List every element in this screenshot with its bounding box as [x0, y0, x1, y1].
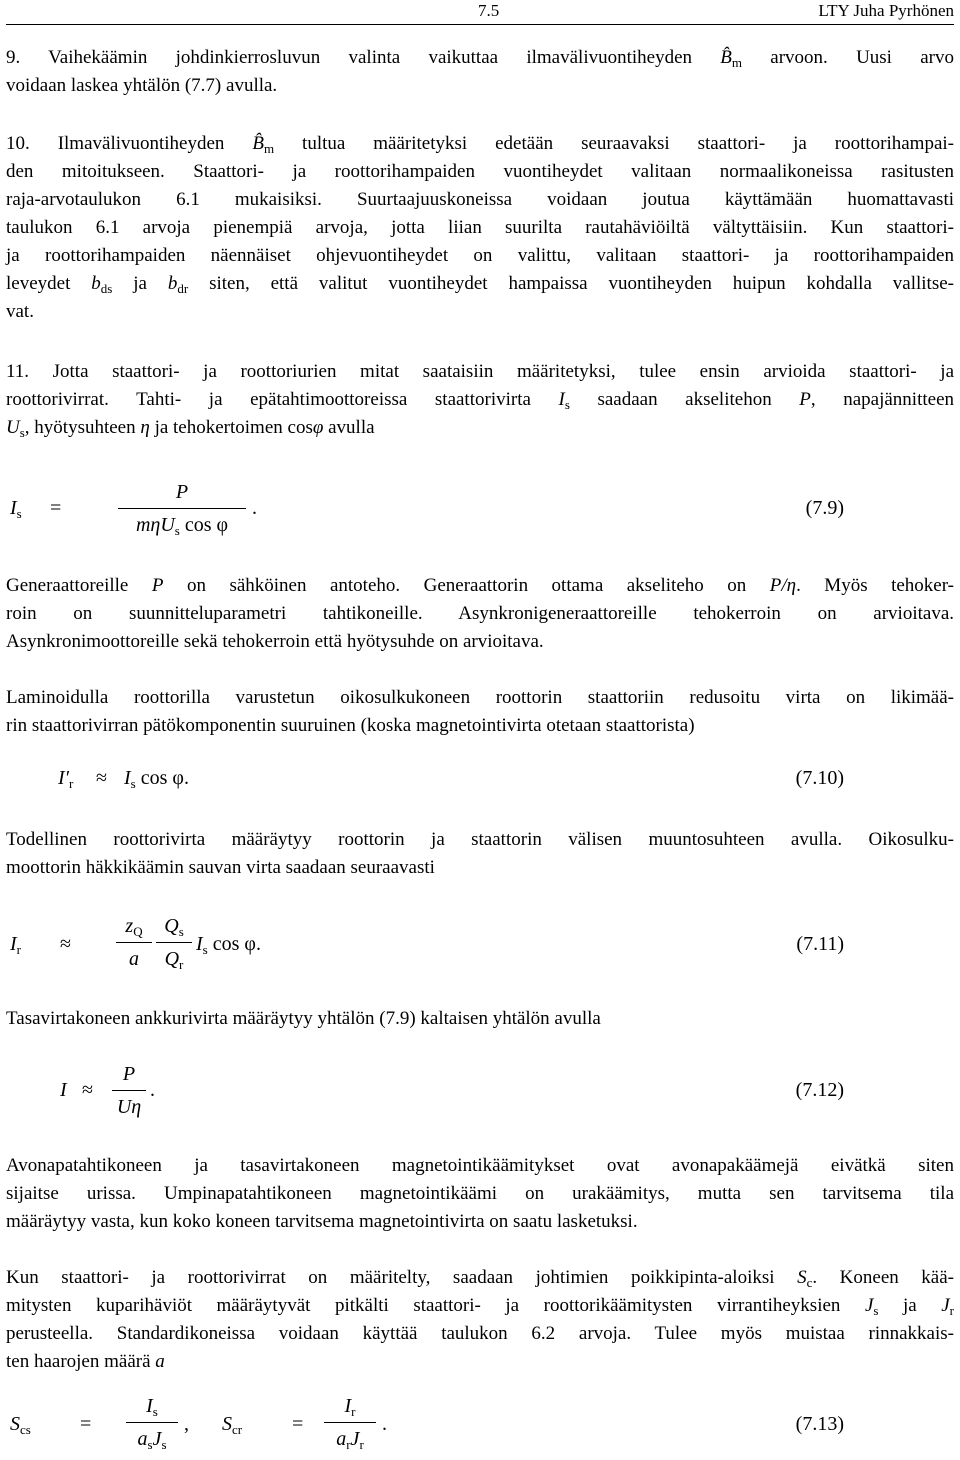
equation-number: (7.12)	[795, 1079, 844, 1101]
page-number: 7.5	[478, 1, 500, 20]
paragraph-generator: Generaattoreille P on sähköinen antoteho. Generaattorin ottama akseliteho on P/η. Myös tehoker- roin on suunnitteluparametri tahtikoneille. Asynkronigeneraattoreille tehokerroin on arvioitava. Asynkronimoottoreille sekä tehokerroin että hyötysuhde on arvioitava.	[6, 575, 954, 652]
equation-7-11: $I_r$ ≈ $z_Q$ a $Q_s$ $Q_r$ $I_s$ cos φ. (7.11)	[10, 915, 844, 972]
paragraph-item-11: 11. Jotta staattori- ja roottoriurien mitat saataisiin määritetyksi, tulee ensin arvioida staattori- ja roottorivirrat. Tahti- ja epätahtimoottoreissa staattorivirta $I_s$ saadaan akselitehon P, napajännitteen $U_s$, hyötysuhteen η ja tehokertoimen cosφ avulla	[6, 361, 954, 440]
equation-7-10: $I'_r$ ≈ $I_s$ cos φ. (7.10)	[0, 764, 960, 798]
paragraph-laminated-rotor: Laminoidulla roottorilla varustetun oikosulkukoneen roottorin staattoriin redusoitu virta on likimää- rin staattorivirran pätökomponentin suuruinen (koska magnetointivirta otetaan staattorista)	[6, 687, 954, 736]
paragraph-rotor-current: Todellinen roottorivirta määräytyy roottorin ja staattorin välisen muuntosuhteen avulla. Oikosulku- moottorin häkkikäämin sauvan virta saadaan seuraavasti	[6, 829, 954, 878]
equation-number: (7.9)	[805, 497, 844, 519]
equation-7-12: I ≈ P Uη . (7.12)	[60, 1063, 844, 1118]
equation-number: (7.13)	[795, 1413, 844, 1435]
header-author: LTY Juha Pyrhönen	[818, 1, 954, 20]
paragraph-item-9: 9. Vaihekäämin johdinkierrosluvun valinta vaikuttaa ilmavälivuontiheyden $B̂_m$ arvoon. Uusi arvo voidaan laskea yhtälön (7.7) avulla.	[6, 47, 954, 96]
equation-7-13: $S_{cs}$ = $I_s$ $a_sJ_s$ , $S_{cr}$ = $I_r$ $a_rJ_r$ . (7.13)	[10, 1395, 844, 1452]
paragraph-cross-section: Kun staattori- ja roottorivirrat on määritelty, saadaan johtimien poikkipinta-aloiksi $S_c$. Koneen kää- mitysten kuparihäviöt määräytyvät pitkälti staattori- ja roottorikäämitysten virrantiheyksien $J_s$ ja $J_r$ perusteella. Standardikoneissa voidaan käyttää taulukon 6.2 arvoja. Tulee myös muistaa rinnakkais- ten haarojen määrä a	[6, 1267, 954, 1372]
paragraph-dc-machine: Tasavirtakoneen ankkurivirta määräytyy yhtälön (7.9) kaltaisen yhtälön avulla	[6, 1008, 601, 1029]
equation-number: (7.10)	[795, 767, 844, 789]
equation-number: (7.11)	[796, 933, 844, 955]
equation-7-9: $I_s$ = P mηU$_s$ cos φ . (7.9)	[10, 481, 844, 538]
paragraph-salient-pole: Avonapatahtikoneen ja tasavirtakoneen magnetointikäämitykset ovat avonapakäämejä eivätkä siten sijaitse urissa. Umpinapatahtikoneen magnetointikäämi on urakäämitys, mutta sen tarvitsema tila määräytyy vasta, kun koko koneen tarvitsema magnetointivirta on saatu lasketuksi.	[6, 1155, 954, 1232]
paragraph-item-10: 10. Ilmavälivuontiheyden $B̂_m$ tultua määritetyksi edetään seuraavaksi staattori- ja roottorihampai- den mitoitukseen. Staattori- ja roottorihampaiden vuontiheydet valitaan normaalikoneissa rasitusten raja-arvotaulukon 6.1 mukaisiksi. Suurtaajuuskoneissa voidaan joutua käyttämään huomattavasti taulukon 6.1 arvoja pienempiä arvoja, jotta liian suurilta rautahäviöiltä vältyttäisiin. Kun staattori- ja roottorihampaiden näennäiset ohjevuontiheydet on valittu, valitaan staattori- ja roottorihampaiden leveydet $b_{ds}$ ja $b_{dr}$ siten, että valitut vuontiheydet hampaissa vuontiheyden huipun kohdalla vallitse- vat.	[6, 133, 955, 322]
header-rule	[6, 24, 954, 25]
